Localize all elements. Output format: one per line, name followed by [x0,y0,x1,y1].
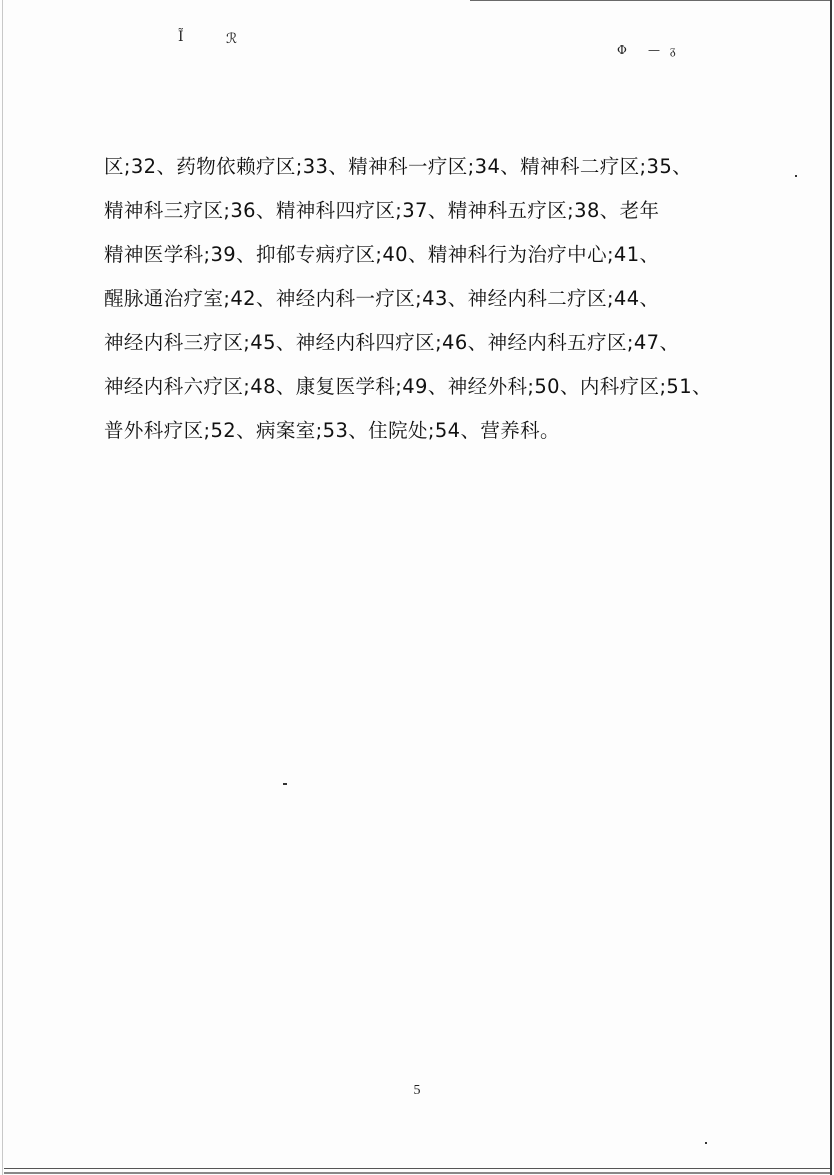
header-scan-mark: — [648,43,660,57]
scan-edge-left [2,0,3,1175]
text-line: 精神医学科;39、抑郁专病疗区;40、精神科行为治疗中心;41、 [104,243,660,266]
text-line: 精神科三疗区;36、精神科四疗区;37、精神科五疗区;38、老年 [104,199,660,222]
header-scan-mark: Ĩ [178,29,184,45]
scan-edge-top [470,0,832,1]
text-line: 神经内科三疗区;45、神经内科四疗区;46、神经内科五疗区;47、 [104,331,680,354]
text-line: 普外科疗区;52、病案室;53、住院处;54、营养科。 [104,419,560,442]
scan-speck [795,175,797,177]
header-scan-mark: ᵹ [670,43,676,57]
text-line: 神经内科六疗区;48、康复医学科;49、神经外科;50、内科疗区;51、 [104,375,712,398]
header-scan-mark: ℛ [226,31,238,47]
department-list-paragraph [104,150,744,458]
scan-speck [283,783,287,785]
scan-edge-line [4,1168,830,1169]
scan-edge-line [4,1172,830,1174]
scan-edge-bottom [0,1165,834,1175]
text-line: 区;32、药物依赖疗区;33、精神科一疗区;34、精神科二疗区;35、 [104,155,693,178]
scan-speck [705,1142,707,1144]
header-scan-mark: Φ [617,43,627,57]
scan-edge-right [830,0,832,1175]
page-number: 5 [413,1083,421,1098]
text-line: 醒脉通治疗室;42、神经内科一疗区;43、神经内科二疗区;44、 [104,287,660,310]
